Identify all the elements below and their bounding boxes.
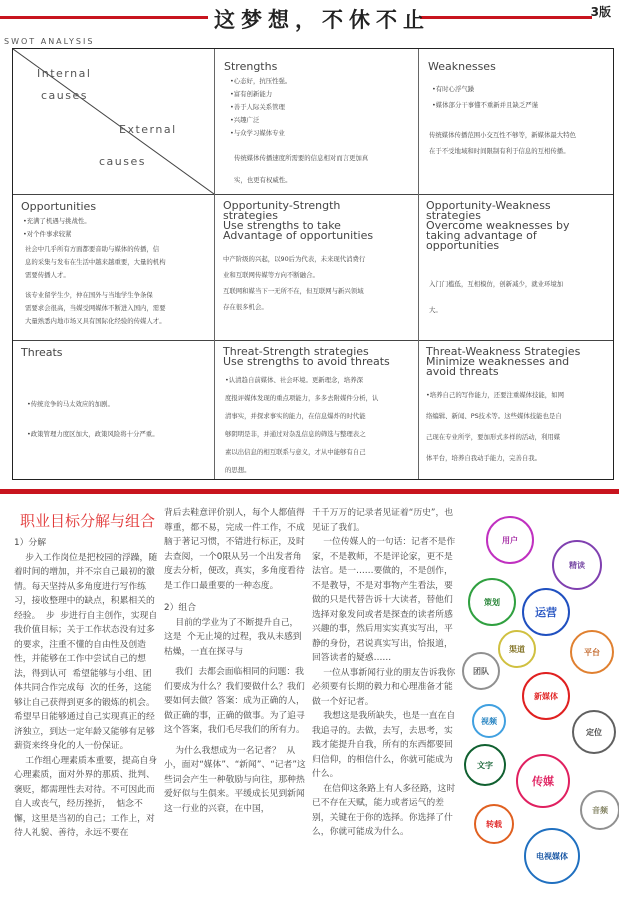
wt-heading-line: Minimize weaknesses and [426,355,570,368]
internal-causes-label: causes [41,89,88,102]
st-heading [223,347,390,367]
so-text [223,251,365,315]
bubble-tv-media: 电视媒体 [524,828,580,884]
wo-heading-line: Overcome weaknesses by [426,219,570,232]
strength-item: •心态好，抗压性强。 [230,77,292,85]
strengths-list [230,75,291,140]
article-paragraph: 工作组心理素质本重要，提高自身心理素质，面对外界的那质、批判、褒贬，都需理性去对待。不可因此而自人或丧气，经历挫折， 惦念不懈，这里是当初的自己；工作上，对待人礼貌、善待，永远不要在 [14,755,158,838]
wt-line: 络编辑、新闻、PS技术等。这些媒体技能也是自 [426,412,562,420]
section-divider [0,489,619,494]
article-paragraph: 在信仰这条路上有人多径路，这时已不存在天赋，能力或者运气的差别，关键在于你的选择。你选择了什么，你就可能成为什么。 [312,783,456,837]
article-column-3 [312,506,458,840]
article-paragraph: 我想这是我所缺失，也是一直在自我追寻的。去做，去写，去思考，实践才能提升自我，所有的东西都要回归信仰，的相信什么，你就可能成为什么。 [312,711,456,779]
strengths-note [234,147,368,191]
weakness-item: •有时心浮气躁 [432,85,475,93]
strength-item: •善于人际关系管理 [230,103,285,111]
so-heading-line: Opportunity-Strength [223,199,341,212]
article-paragraph: 背后去鞋意评价别人，每个人都值得尊重，都不易，完成一件工作，不成脑于著记习惯，不错进行标正，及时去查阅，一个0限从另一个出发者角度去分析，便改，真实，多角度看待是工作口最重要的一种态度。 [164,508,305,591]
st-heading-line: Threat-Strength strategies [223,345,369,358]
threats-heading: Threats [21,346,63,359]
weaknesses-note-line: 传统媒体传播范围小交互性不够等，新媒体最大特色 [429,131,576,139]
article-paragraph: 一位传媒人的一句话：记者不是作家，不是教师，不是评论家，更不是法官。是一……要做的，不是创作，不是教导，不是对事物产生看法，要做的只是代替告诉十大读者，替他们选择对象发问或者是探查的读者所感兴趣的事，然后用实实真实写出，平静的身份，君说真实写出，恰报道，回答读者的疑惑…… [312,537,456,663]
external-causes-label: causes [99,155,146,168]
threats-list [27,389,159,449]
article-paragraph: 我们 去都会面临相同的问题：我们要成为什么？我们要做什么？我们要如何去做？答案：成为正确的人，做正确的事，正确的做事。为了追寻这个答案，我们毛尽我们的所有力。 [164,667,305,735]
wt-heading-line: Threat-Weakness Strategies [426,345,581,358]
opportunity-item: •对个件事求较紧 [23,230,72,238]
article-subheading: 1）分解 [14,538,46,548]
bubble-communication: 传媒 [516,754,570,808]
so-heading [223,201,373,241]
wt-line: 体平台，培养自我动手能力，完善自我。 [426,454,542,462]
wt-text [426,385,564,469]
opportunities-list [23,215,91,241]
so-heading-line: Use strengths to take [223,219,341,232]
st-heading-line: Use strengths to avoid threats [223,355,390,368]
wo-line: 大。 [429,306,442,314]
bubble-audio: 音频 [580,790,619,830]
st-line: •认清趋自前媒体、社会环境。更新理念，培养深 [225,376,363,384]
swot-table [12,48,614,480]
so-line: 互联网和媒当下一无所不在，但互联网与新兴领域 [223,287,364,295]
opportunities-line: 大量熟悉内地市场又具有国际化经验的传媒人才。 [25,317,166,325]
weaknesses-note-line: 在于不受地域和时间限制有利于信息的互相传播。 [429,147,570,155]
opportunities-line: 该专业留学生少，仲在国外与当地学生争条保 [25,291,153,299]
swot-row-divider [13,194,613,195]
media-bubble-diagram [462,500,619,900]
opportunities-line: 社会中几乎所有方面都要音助与媒体的传播，信 [25,245,160,253]
wt-line: •培养自己的写作能力，还要注重媒体技能，如网 [426,391,564,399]
strength-item: •富有创新能力 [230,90,273,98]
masthead-rule-left [0,16,208,19]
bubble-positioning: 定位 [572,710,616,754]
wo-heading-line: taking advantage of [426,229,537,242]
weaknesses-list [432,81,538,113]
threat-item: •政策管理力度区加大，政策风险将十分严重。 [27,430,159,438]
article-paragraph: 为什么我想成为一名记者？ 从小，面对“媒体”、“新闻”、“记者”这些词会产生一种敬励与向往，那种热爱好似与生俱来。平缓成长见到新闻这一行业的兴衰，在中国， [164,745,306,814]
wo-heading-line: Opportunity-Weakness [426,199,551,212]
opportunities-para2 [25,289,166,328]
masthead-rule-right [420,16,592,19]
st-text [225,371,378,479]
article-title: 职业目标分解与组合 [20,512,156,530]
article-paragraph: 千千万万的记录者见证着“历史”，也见证了我们。 [312,508,454,533]
article-subheading: 2）组合 [164,603,196,613]
article-column-1 [14,536,158,841]
article-column-2 [164,506,306,816]
bubble-new-media: 新媒体 [522,672,570,720]
swot-col-divider [214,49,215,479]
article-paragraph: 一位从事新闻行业的朋友告诉我你必须要有长期的毅力和心理准备才能做一个好记者。 [312,667,456,707]
bubble-channels: 渠道 [498,630,536,668]
swot-row-divider [13,340,613,341]
strengths-note-line: 实，也更有权威性。 [234,176,292,184]
opportunities-para1 [25,243,166,282]
strengths-heading: Strengths [224,60,278,73]
wo-heading-line: strategies [426,209,481,222]
article-paragraph: 步入工作岗位是把校园的浮躁，随着时间的增加，并不宗自己最初的激情。每天坚持从多角度进行写作练习，接收整理中的缺点，积累相关的经验。 步 步进行自主创作，实现自我价值目标；关于工作状态没有过多的要求，注重不懂的自由性及创造性，并能够在工作中尝试自己的想法，得到认可 希望能够与小组、团体共同合作完成每 次的任务，这能够让自己获得到更多的锻炼的机会。希望早日能够通过自己实现真正的经济独立，到达一定年龄又能够有足够薪资来终身化的人一份保证。 [14,552,158,751]
wt-line: 己现在专业所学，要加形式多样的活动，利用媒 [426,433,561,441]
so-heading-line: Advantage of opportunities [223,229,374,242]
wo-heading-line: opportunities [426,239,500,252]
bubble-repost: 转载 [474,804,514,844]
bubble-reading: 精读 [552,540,602,590]
st-line: 的思想。 [225,466,251,474]
wt-heading [426,347,580,377]
wo-heading [426,201,570,251]
opportunities-line: 需要求会很高，当媒受网媒体不断进入国内，需要 [25,304,166,312]
bubble-platform: 平台 [570,630,614,674]
weaknesses-heading: Weaknesses [428,60,496,73]
strengths-note-line: 传统媒体传播速度所需要的信息相对而言更加真 [234,154,369,162]
wo-line: 入门门槛低，互相模仿，创新减少，就业环境加 [429,280,564,288]
weaknesses-note [429,127,576,159]
st-line: 度报评媒体发现的重点项能力，多多去附媒件分析，认 [225,394,379,402]
article-paragraph: 目前的学业为了不断提升自己，这是 个无止境的过程，我从未感到枯燥，一直在探寻与 [164,617,302,657]
bubble-team: 团队 [462,652,500,690]
opportunities-line: 需要传播人才。 [25,271,70,279]
st-line: 清事实，并探求事实的能力，在信息爆炸的时代能 [225,412,366,420]
bubble-users: 用户 [486,516,534,564]
strength-item: •与众学习媒体专业 [230,129,285,137]
opportunities-line: 息的采集与发布在生活中越来越重要，大量的机构 [25,258,166,266]
threat-item: •传统竞争的马太效应的加剧。 [27,400,114,408]
st-line: 够阴明是非，并通过对杂乱信息的筛选与整理表之 [225,430,366,438]
strength-item: •兴趣广泛 [230,116,260,124]
opportunities-heading: Opportunities [21,200,97,213]
bubble-operations: 运营 [522,588,570,636]
bubble-planning: 策划 [468,578,516,626]
so-heading-line: strategies [223,209,278,222]
st-line: 素以出信息的相互联系与意义，才从中能够有自己 [225,448,366,456]
bubble-video: 视频 [472,704,506,738]
internal-label: Internal [37,67,92,80]
bubble-text: 文字 [464,744,506,786]
weakness-item: •媒体部分干事懂不重新并且缺乏严谨 [432,101,539,109]
so-line: 业和互联网传媒等方向不断融合。 [223,271,319,279]
swot-section-label: SWOT ANALYSIS [4,37,95,46]
swot-col-divider [418,49,419,479]
so-line: 中产阶级的兴起，以90后为代表，未来现代消费行 [223,255,366,263]
masthead-title: 这梦想，不休不止 [214,7,430,32]
wt-heading-line: avoid threats [426,365,499,378]
opportunity-item: •充满了机遇与挑战性。 [23,217,91,225]
wo-text [429,271,563,323]
so-line: 存在很多机会。 [223,303,268,311]
external-label: External [119,123,177,136]
edition-number: 3版 [590,5,611,19]
